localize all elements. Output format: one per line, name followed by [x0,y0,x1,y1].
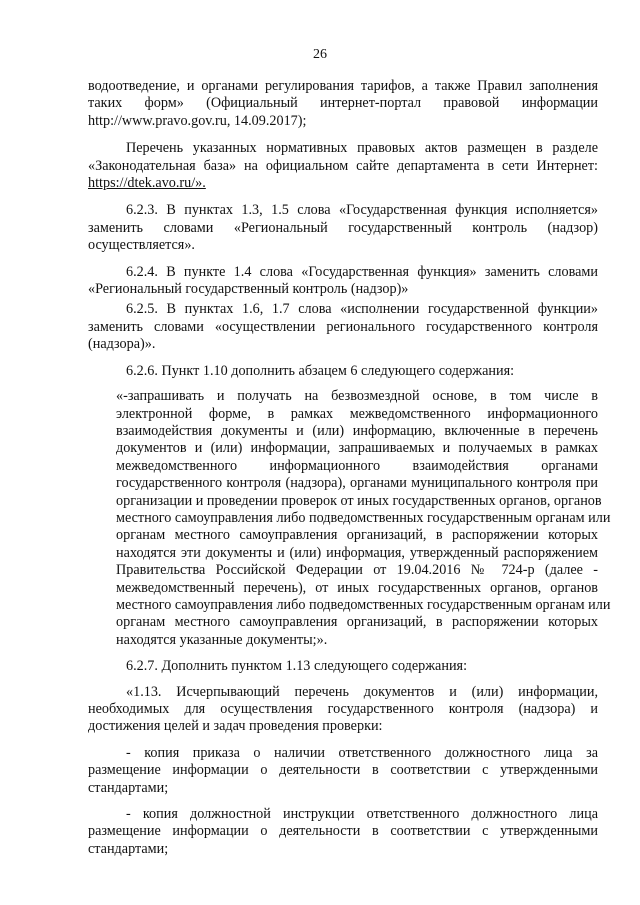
paragraph [88,140,598,192]
text-line: находятся указанные документы;». [116,631,328,648]
text-line: 6.2.4. В пункте 1.4 слова «Государственная функция» заменить словами [126,263,598,280]
paragraph [88,301,598,353]
text-line: заменить словами «Региональный государственный контроль (надзор) [88,219,598,236]
document-body [88,78,611,863]
paragraph [88,202,598,254]
text-line: организации и проведении проверок от иных государственных органов, органов [116,492,602,509]
paragraph [88,78,598,130]
text-line: документов и (или) информации, запрашиваемых и получаемых в рамках [116,440,598,457]
text-line: необходимых для осуществления государственного контроля (надзора) и [88,701,598,717]
text-line: осуществляется». [88,237,195,254]
text-line: местного самоуправления либо подведомственных государственным органам или [116,509,611,526]
text-line: 6.2.5. В пунктах 1.6, 1.7 слова «исполнении государственной функции» [126,301,598,318]
text-line: стандартами; [88,779,169,796]
text-line: - копия должностной инструкции ответственного должностного лица [126,806,598,823]
text-line: «1.13. Исчерпывающий перечень документов и (или) информации, [126,683,598,700]
paragraph [88,363,598,380]
text-line: «-запрашивать и получать на безвозмездной основе, в том числе в [116,388,598,405]
text-line: «Законодательная база» на официальном сайте департамента в сети Интернет: [88,157,598,174]
quoted-paragraph [88,388,611,649]
text-line: взаимодействия документы и (или) информацию, включенные в перечень [116,422,598,439]
paragraph [88,658,598,675]
text-line: - копия приказа о наличии ответственного должностного лица за [126,744,598,761]
text-line: местного самоуправления либо подведомственных государственным органам или [116,596,611,613]
website-link[interactable]: https://dtek.avo.ru/». [88,175,206,192]
text-line: заменить словами «осуществлении регионального государственного контроля [88,318,598,335]
text-line: органам местного самоуправления организаций, в распоряжении которых [116,527,598,544]
text-line: «Региональный государственный контроль (надзор)» [88,281,409,298]
paragraph [88,806,598,858]
text-line: (надзора)». [88,336,156,353]
paragraph [88,684,598,736]
text-line: водоотведение, и органами регулирования тарифов, а также Правил заполнения [88,78,598,94]
text-line: Правительства Российской Федерации от 19.04.2016 № 724-р (далее - [116,562,598,579]
text-line: находятся эти документы и (или) информация, утвержденный распоряжением [116,544,598,561]
text-line: межведомственного информационного взаимодействия органами [116,457,598,474]
text-line: органам местного самоуправления организаций, в распоряжении которых [116,614,598,631]
paragraph [88,264,598,299]
text-line: межведомственный перечень), от иных государственных органов, органов [116,579,598,596]
text-line: стандартами; [88,840,169,857]
text-line: государственного контроля (надзора), органами муниципального контроля при [116,475,598,492]
text-line: http://www.pravo.gov.ru, 14.09.2017); [88,112,307,129]
text-line: 6.2.7. Дополнить пунктом 1.13 следующего содержания: [126,658,468,675]
text-line: 6.2.6. Пункт 1.10 дополнить абзацем 6 следующего содержания: [126,362,515,379]
text-line: таких форм» (Официальный интернет-портал правовой информации [88,95,598,112]
text-line: достижения целей и задач проведения проверки: [88,718,383,735]
text-line: размещение информации о деятельности в соответствии с утвержденными [88,823,598,840]
text-line: электронной форме, в рамках межведомственного информационного [116,405,598,422]
text-line: 6.2.3. В пунктах 1.3, 1.5 слова «Государственная функция исполняется» [126,202,598,219]
text-line: Перечень указанных нормативных правовых актов размещен в разделе [126,140,598,157]
text-line: размещение информации о деятельности в соответствии с утвержденными [88,762,598,779]
paragraph [88,745,598,797]
page-number: 26 [313,47,327,62]
